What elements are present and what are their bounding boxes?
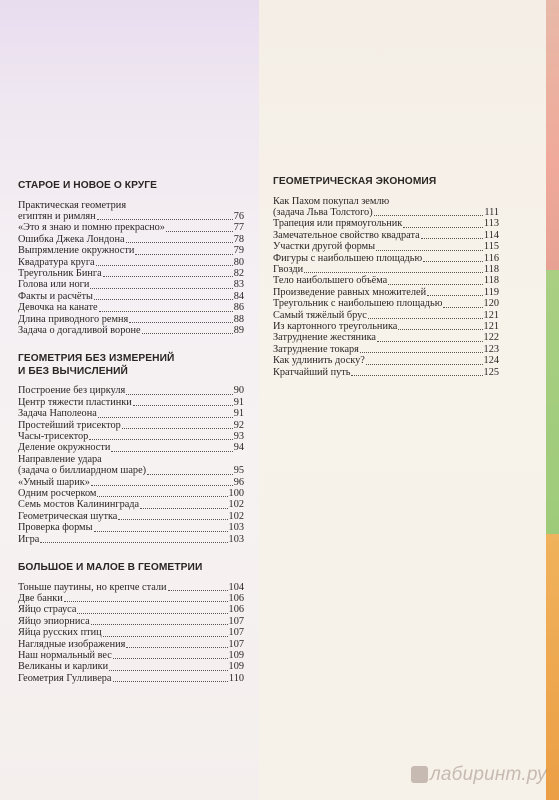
toc-entry-page-number: 83	[233, 279, 244, 291]
toc-entry-title: египтян и римлян	[18, 210, 96, 222]
toc-entry-title: Треугольник Бинга	[18, 267, 102, 279]
toc-entry[interactable]	[18, 222, 244, 233]
toc-entry-page-number: 111	[484, 206, 499, 218]
toc-entry-page-number: 93	[233, 431, 244, 442]
toc-entry[interactable]	[18, 268, 244, 279]
toc-entry-title: «Умный шарик»	[18, 476, 90, 488]
toc-entry[interactable]	[18, 639, 244, 650]
toc-entry[interactable]	[18, 465, 244, 476]
dot-leader	[129, 322, 232, 323]
toc-entry-page-number: 78	[233, 233, 244, 245]
toc-entry-page-number: 118	[483, 275, 499, 287]
toc-entry[interactable]	[273, 332, 499, 343]
toc-entry-title: Геометрическая шутка	[18, 510, 118, 522]
labirint-logo-icon	[411, 766, 428, 783]
toc-entry-title: Затруднение токаря	[273, 343, 359, 355]
toc-entry[interactable]	[273, 344, 499, 355]
toc-entry[interactable]	[18, 325, 244, 336]
toc-entry-page-number: 95	[233, 465, 244, 477]
toc-entry-title: Геометрия Гулливера	[18, 672, 112, 684]
dot-leader	[403, 227, 483, 228]
toc-entry[interactable]	[273, 287, 499, 298]
toc-entry-title: Самый тяжёлый брус	[273, 309, 367, 321]
toc-entry[interactable]	[18, 279, 244, 290]
toc-left-column	[18, 180, 244, 701]
toc-entry-title: Яйцо страуса	[18, 604, 77, 616]
section-title: ГЕОМЕТРИЧЕСКАЯ ЭКОНОМИЯ	[273, 176, 437, 187]
toc-entry-title: Наш нормальный вес	[18, 650, 112, 661]
toc-entry-page-number: 103	[228, 522, 244, 534]
toc-entry-page-number: 88	[233, 313, 244, 325]
dot-leader	[109, 670, 227, 671]
dot-leader	[91, 624, 228, 625]
section-title: ГЕОМЕТРИЯ БЕЗ ИЗМЕРЕНИЙ И БЕЗ ВЫЧИСЛЕНИЙ	[18, 353, 175, 377]
toc-entry-page-number: 122	[483, 332, 499, 344]
toc-entry[interactable]	[273, 321, 499, 332]
toc-entry-page-number: 106	[228, 604, 244, 616]
dot-leader	[360, 352, 483, 353]
toc-entry-page-number: 90	[233, 385, 244, 397]
dot-leader	[64, 601, 228, 602]
toc-entry[interactable]	[18, 397, 244, 408]
toc-entry-page-number: 79	[233, 245, 244, 257]
toc-entry-page-number: 115	[483, 241, 499, 253]
toc-entry-title: Яйца русских птиц	[18, 627, 102, 639]
toc-entry-page-number: 114	[483, 229, 499, 241]
toc-entry-page-number: 124	[483, 355, 499, 367]
toc-entry[interactable]	[18, 211, 244, 222]
toc-entry-title: Построение без циркуля	[18, 385, 126, 397]
dot-leader	[135, 254, 232, 255]
toc-section	[18, 562, 244, 684]
toc-entry[interactable]	[18, 408, 244, 419]
toc-entry[interactable]	[18, 420, 244, 431]
dot-leader	[122, 428, 233, 429]
toc-entry-title: Деление окружности	[18, 442, 111, 454]
toc-entry-title: Фигуры с наибольшею площадью	[273, 252, 423, 264]
toc-entry-page-number: 91	[233, 408, 244, 420]
dot-leader	[98, 417, 233, 418]
toc-entry[interactable]	[18, 431, 244, 442]
dot-leader	[142, 333, 233, 334]
toc-entry[interactable]	[18, 627, 244, 638]
toc-entry-title: Из картонного треугольника	[273, 320, 398, 332]
toc-entry-title: Проверка формы	[18, 522, 93, 534]
toc-entry-page-number: 102	[228, 510, 244, 522]
toc-entry-page-number: 123	[483, 343, 499, 355]
toc-entry-title: Произведение равных множителей	[273, 286, 427, 298]
toc-entry[interactable]	[273, 230, 499, 241]
toc-entry-title: Задача о догадливой вороне	[18, 324, 141, 336]
toc-entry-title: Как удлинить доску?	[273, 355, 365, 367]
toc-entry-page-number: 104	[228, 581, 244, 593]
dot-leader	[398, 329, 482, 330]
dot-leader	[126, 242, 233, 243]
toc-entry[interactable]	[18, 257, 244, 268]
toc-entry-page-number: 96	[233, 476, 244, 488]
dot-leader	[147, 474, 233, 475]
toc-entry[interactable]	[273, 310, 499, 321]
toc-entry-page-number: 119	[483, 286, 499, 298]
toc-entry[interactable]	[18, 302, 244, 313]
toc-entry[interactable]	[18, 582, 244, 593]
toc-entry-title: Гвозди	[273, 263, 304, 275]
toc-entry[interactable]	[273, 218, 499, 229]
toc-entry-title: Тело наибольшего объёма	[273, 275, 388, 287]
toc-entry[interactable]	[18, 291, 244, 302]
toc-right-column	[273, 176, 499, 395]
toc-entry-page-number: 121	[483, 309, 499, 321]
toc-entry-page-number: 107	[228, 615, 244, 627]
dot-leader	[304, 272, 483, 273]
dot-leader	[94, 299, 233, 300]
toc-entry-page-number: 110	[228, 672, 244, 684]
dot-leader	[94, 531, 228, 532]
watermark-text: лабиринт.ру	[430, 764, 547, 785]
toc-entry[interactable]	[18, 650, 244, 661]
toc-section	[18, 353, 244, 545]
toc-entry[interactable]	[18, 673, 244, 684]
dot-leader	[40, 542, 227, 543]
toc-entry[interactable]	[18, 314, 244, 325]
dot-leader	[126, 647, 227, 648]
dot-leader	[368, 318, 483, 319]
toc-entry-title: Девочка на канате	[18, 302, 98, 314]
dot-leader	[77, 613, 227, 614]
toc-entry[interactable]	[18, 385, 244, 396]
toc-entry[interactable]	[273, 367, 499, 378]
toc-entry-first-line: Как Пахом покупал землю	[273, 195, 390, 207]
dot-leader	[103, 276, 233, 277]
toc-entry[interactable]	[273, 264, 499, 275]
toc-entry-title: Задача Наполеона	[18, 408, 97, 420]
toc-entry-title: Наглядные изображения	[18, 638, 126, 650]
toc-entry[interactable]	[18, 499, 244, 510]
toc-entry[interactable]	[18, 534, 244, 545]
toc-entry-page-number: 84	[233, 290, 244, 302]
toc-entry-title: Простейший трисектор	[18, 419, 121, 431]
dot-leader	[118, 519, 227, 520]
dot-leader	[111, 451, 232, 452]
toc-entry-title: Ошибка Джека Лондона	[18, 233, 125, 245]
dot-leader	[113, 681, 228, 682]
toc-entry[interactable]	[18, 234, 244, 245]
toc-entry-page-number: 116	[483, 252, 499, 264]
dot-leader	[91, 485, 233, 486]
toc-entry-title: Квадратура круга	[18, 256, 95, 268]
dot-leader	[427, 295, 483, 296]
dot-leader	[366, 364, 483, 365]
dot-leader	[133, 405, 233, 406]
dot-leader	[374, 215, 484, 216]
toc-entry-page-number: 125	[483, 366, 499, 378]
toc-entry[interactable]	[18, 593, 244, 604]
toc-entry[interactable]	[273, 275, 499, 286]
section-title: СТАРОЕ И НОВОЕ О КРУГЕ	[18, 180, 158, 191]
toc-entry-page-number: 102	[228, 499, 244, 511]
toc-entry-page-number: 118	[483, 263, 499, 275]
toc-entry-page-number: 120	[483, 298, 499, 310]
dot-leader	[99, 311, 233, 312]
dot-leader	[168, 590, 228, 591]
toc-entry-page-number: 103	[228, 533, 244, 545]
toc-entry-title: Две банки	[18, 592, 63, 604]
toc-entry[interactable]	[18, 442, 244, 453]
toc-entry-title: Участки другой формы	[273, 241, 376, 253]
toc-entry-page-number: 82	[233, 267, 244, 279]
toc-entry[interactable]	[18, 245, 244, 256]
color-tab-orange	[546, 534, 559, 800]
toc-entry-first-line: Практическая геометрия	[18, 199, 127, 211]
dot-leader	[90, 288, 232, 289]
toc-entry-page-number: 91	[233, 396, 244, 408]
toc-entry-title: Трапеция или прямоугольник	[273, 218, 403, 230]
toc-entry-title: Выпрямление окружности	[18, 245, 135, 257]
toc-entry-title: Замечательное свойство квадрата	[273, 229, 420, 241]
toc-entry-title: Центр тяжести пластинки	[18, 396, 132, 408]
toc-entry-title: Часы-трисектор	[18, 431, 89, 442]
toc-entry-page-number: 80	[233, 256, 244, 268]
toc-entry-title: Факты и расчёты	[18, 290, 93, 302]
toc-entry-page-number: 77	[233, 222, 244, 234]
toc-section	[273, 176, 499, 378]
toc-entry[interactable]	[18, 661, 244, 672]
toc-entry-page-number: 89	[233, 324, 244, 336]
dot-leader	[421, 238, 483, 239]
toc-entry[interactable]	[18, 488, 244, 499]
toc-section	[18, 180, 244, 336]
toc-entry-page-number: 121	[483, 320, 499, 332]
toc-entry[interactable]	[273, 355, 499, 366]
toc-entry-page-number: 113	[483, 218, 499, 230]
toc-entry-title: (задача Льва Толстого)	[273, 206, 373, 218]
toc-entry-title: Длина приводного ремня	[18, 313, 129, 325]
toc-entry[interactable]	[273, 241, 499, 252]
color-tab-green	[546, 270, 559, 534]
toc-entry-page-number: 92	[233, 419, 244, 431]
dot-leader	[96, 265, 233, 266]
toc-entry[interactable]	[273, 207, 499, 218]
toc-entry-first-line: Направление удара	[18, 453, 102, 465]
toc-entry[interactable]	[18, 477, 244, 488]
toc-entry-title: Голова или ноги	[18, 279, 90, 291]
toc-entry-page-number: 100	[228, 488, 244, 500]
dot-leader	[423, 261, 483, 262]
dot-leader	[351, 375, 482, 376]
dot-leader	[376, 250, 483, 251]
dot-leader	[166, 231, 233, 232]
toc-entry[interactable]	[18, 522, 244, 533]
toc-entry[interactable]	[18, 616, 244, 627]
toc-entry-page-number: 107	[228, 638, 244, 650]
toc-entry-title: Одним росчерком	[18, 488, 97, 500]
dot-leader	[388, 284, 483, 285]
toc-entry-page-number: 94	[233, 442, 244, 454]
right-page-background	[259, 0, 546, 800]
toc-entry-title: Треугольник с наибольшею площадью	[273, 298, 443, 310]
dot-leader	[89, 439, 232, 440]
toc-entry-title: Семь мостов Калининграда	[18, 499, 140, 511]
dot-leader	[126, 394, 232, 395]
toc-entry[interactable]	[18, 604, 244, 615]
toc-entry[interactable]	[273, 298, 499, 309]
toc-entry-title: Затруднение жестяника	[273, 332, 376, 344]
dot-leader	[97, 496, 227, 497]
dot-leader	[140, 508, 227, 509]
toc-entry-title: Великаны и карлики	[18, 661, 109, 673]
toc-entry-title: «Это я знаю и помню прекрасно»	[18, 222, 165, 234]
dot-leader	[103, 636, 228, 637]
toc-entry-title: Кратчайший путь	[273, 366, 351, 378]
toc-entry-title: Яйцо эпиорниса	[18, 615, 90, 627]
dot-leader	[443, 307, 482, 308]
dot-leader	[113, 658, 228, 659]
dot-leader	[97, 219, 233, 220]
toc-entry-title: Игра	[18, 533, 40, 545]
toc-entry-page-number: 109	[228, 650, 244, 661]
toc-entry[interactable]	[18, 511, 244, 522]
toc-entry[interactable]	[273, 253, 499, 264]
toc-entry-page-number: 107	[228, 627, 244, 639]
toc-entry-page-number: 86	[233, 302, 244, 314]
toc-entry-page-number: 106	[228, 592, 244, 604]
toc-entry-page-number: 109	[228, 661, 244, 673]
toc-entry-title: (задача о биллиардном шаре)	[18, 465, 147, 477]
dot-leader	[377, 341, 483, 342]
section-title: БОЛЬШОЕ И МАЛОЕ В ГЕОМЕТРИИ	[18, 562, 203, 574]
color-tab-pink	[546, 0, 559, 270]
toc-entry-page-number: 76	[233, 210, 244, 222]
toc-entry-title: Тоньше паутины, но крепче стали	[18, 581, 167, 593]
